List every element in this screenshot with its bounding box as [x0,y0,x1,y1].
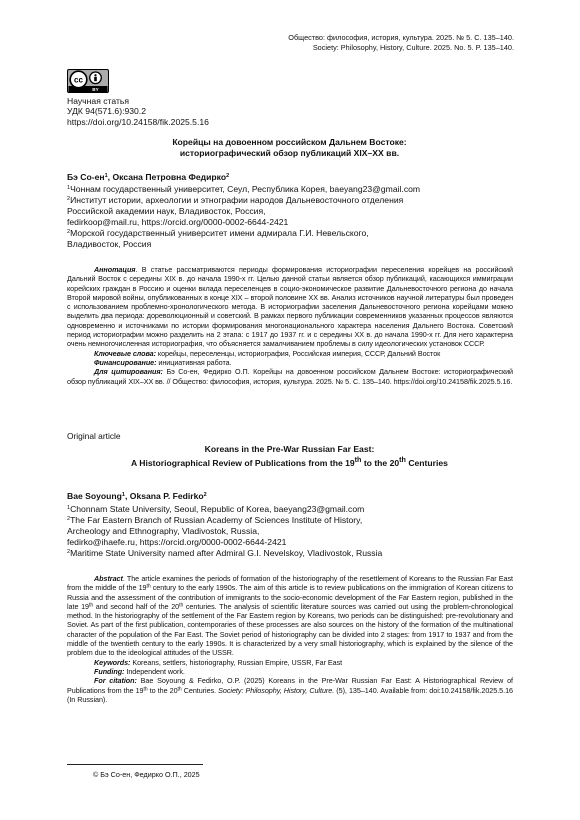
affiliation-line [67,239,517,250]
en-funding-text: Independent work. [124,666,185,676]
affiliation-text: Chonnam State University, Seoul, Republic of Korea, baeyang23@gmail.com [70,504,365,514]
affiliation-line [67,217,517,228]
en-keywords [67,658,513,667]
en-citation-c: Centuries. [181,685,219,695]
ru-citation-text: Бэ Со-ен, Федирко О.П. Корейцы на довоенном российском Дальнем Востоке: историографический обзор публикаций XIX–XX вв. // Общество: философия, история, культура. 2025. № 5. С. 135–140. https://doi.org/10.24158/fik.2025.5.16. [67,367,514,386]
article-type-ru: Научная статья [67,96,130,106]
en-keywords-label: Keywords: [94,657,131,667]
en-citation-b: to the 20 [147,685,178,695]
copyright-footnote: © Бэ Со-ен, Федирко О.П., 2025 [93,770,200,779]
ru-keywords [67,349,513,358]
en-affiliations [67,504,517,559]
en-citation-label: For citation: [94,676,137,686]
abstract-th-sup: th [146,583,151,590]
affiliation-line [67,526,517,537]
ru-citation [67,367,513,386]
cite-th-sup-2: th [177,686,182,693]
author-name: Бэ Со-ен [67,172,105,182]
affiliation-line [67,228,517,239]
en-keywords-text: Koreans, settlers, historiography, Russian Empire, USSR, Far East [130,657,343,667]
en-abstract-d: centuries. The analysis of scientific literature sources was carried out using the problem-chronological method. In the historiography of the settlement of the Far Eastern region by Koreans, two periods can be distinguished: pre-revolutionary and Soviet. As part of the first publication, contemporaries of these processes are also sources on the history of the formation of the multinational character of the population of the Far East. The Soviet period of historiography can be divided into 2 stages: from 1917 to 1937 and from the middle of the twentieth century to the early 1990s. It is characterized by a very small historiography, which is explained by the silence of the problem due to the ideological attitudes of the USSR. [67,601,513,658]
author-index: 1 [104,173,108,179]
en-abstract-b: century to the early 1990s. The aim of this article is to review publications on the immigration of Korean citizens to Russia and the assessment of the contribution of immigrants to the socio-economic development of the Far Eastern region, published in the late 19 [67,583,513,611]
author-index: 2 [226,173,230,179]
affiliation-index: 2 [67,195,71,202]
ru-author-separator: , [107,172,113,182]
ru-funding [67,358,513,367]
en-abstract-label: Abstract [94,574,123,583]
abstract-th-sup-3: th [179,602,184,609]
author-name: Bae Soyoung [67,491,122,501]
affiliation-line [67,537,517,548]
affiliation-index: 1 [67,185,71,191]
en-title-line2-a: A Historiographical Review of Publications from the 19 [131,457,355,468]
en-author-separator: , [124,491,130,501]
ru-authors [67,172,229,183]
by-text: BY [92,87,99,93]
author-name: Оксана Петровна Федирко [112,172,227,182]
affiliation-line [67,195,517,206]
en-author-2 [130,491,207,501]
footnote-divider [67,764,203,765]
title-th-sup: th [354,455,362,464]
en-title-line1: Koreans in the Pre-War Russian Far East: [204,444,375,454]
journal-header-en: Society: Philosophy, History, Culture. 2025. No. 5. P. 135–140. [312,43,514,52]
ru-author-1 [67,172,108,182]
ru-abstract-label: Аннотация [94,265,136,274]
ru-keywords-text: корейцы, переселенцы, историография, Российская империя, СССР, Дальний Восток [155,348,441,358]
en-abstract-block [67,574,513,704]
author-index: 1 [121,492,125,498]
affiliation-index: 2 [67,548,71,555]
en-title-line2-b: to the 20 [361,457,400,468]
ru-abstract-block [67,265,513,386]
affiliation-index: 2 [67,515,71,522]
en-funding [67,667,513,676]
affiliation-line [67,184,517,195]
affiliation-text: Archeology and Ethnography, Vladivostok, Russia, [67,525,260,536]
en-abstract-c: and second half of the 20 [93,601,180,611]
affiliation-line [67,548,517,559]
affiliation-index: 2 [67,228,71,235]
ru-funding-text: инициативная работа. [156,357,232,367]
ru-affiliations [67,184,517,249]
en-author-1 [67,491,125,501]
ru-title-line1: Корейцы на довоенном российском Дальнем Востоке: [172,137,407,147]
cite-th-sup: th [143,686,148,693]
affiliation-text: Чоннам государственный университет, Сеул, Республика Корея, baeyang23@gmail.com [70,184,421,194]
affiliation-text: Maritime State University named after Admiral G.I. Nevelskoy, Vladivostok, Russia [70,547,383,558]
en-abstract-a: . The article examines the periods of formation of the historiography of the resettlement of Koreans to the Russian Far East from the middle of the 19 [67,574,513,593]
en-title-line2-c: Centuries [405,457,448,468]
cc-by-icon[interactable] [67,69,109,93]
cc-text: cc [74,75,83,85]
ru-title [66,137,513,158]
ru-title-line2: историографический обзор публикаций XIX–XX вв. [179,147,400,158]
ru-abstract [67,265,513,349]
citation-journal: Society: Philosophy, History, Culture. [218,685,335,695]
doi-link[interactable]: https://doi.org/10.24158/fik.2025.5.16 [67,116,209,127]
article-type-en: Original article [67,431,121,441]
en-citation-a: Bae Soyoung & Fedirko, O.P. (2025) Koreans in the Pre-War Russian Far East: A Historiographical Review of Publications from the 19 [67,676,513,695]
ru-citation-label: Для цитирования: [94,367,163,377]
author-name: Oksana P. Fedirko [129,491,204,501]
en-funding-label: Funding: [94,666,125,676]
en-citation [67,676,513,704]
ru-author-2 [112,172,229,182]
en-title [66,444,513,468]
affiliation-text: fedirkoop@mail.ru, https://orcid.org/0000-0002-6644-2421 [67,216,289,227]
ru-abstract-text: . В статье рассматриваются периоды формирования историографии переселения корейцев на российский Дальний Восток с середины XIX в. до начала 1990-х гг. Целью данной статьи является обзор публикаций, касающихся иммиграции корейских граждан в Россию и оценки вклада переселенцев в социо-экономическое развитие Дальневосточного региона до начала Второй мировой войны, опубликованных в конце XIX – второй половине XX вв. Анализ источников научной литературы был проведен с использованием проблемно-хронологического метода. В историографии заселения Дальневосточного региона корейцами можно выделить два периода: дореволюционный и советский. В рамках первого публикации современников указанных процессов являются одновременно и источниками по истории формирования многонационального характера населения Дальнего Востока. Советский период историографии можно разделить на 2 этапа: с 1917 до 1937 гг. и с середины XX в. до начала 1990-х гг. Для него характерна очень немногочисленная историография, что объясняется замалчиванием проблемы в силу идеологических установок СССР. [67,265,513,349]
affiliation-line [67,515,517,526]
en-authors [67,491,207,502]
author-index: 2 [203,492,207,498]
affiliation-text: Институт истории, археологии и этнографии народов Дальневосточного отделения [70,194,404,205]
en-abstract [67,574,513,658]
journal-header-ru: Общество: философия, история, культура. 2025. № 5. С. 135–140. [288,33,514,42]
journal-header [288,33,514,53]
affiliation-text: Морской государственный университет имени адмирала Г.И. Невельского, [70,227,369,238]
affiliation-line [67,206,517,217]
ru-keywords-label: Ключевые слова: [94,348,156,358]
abstract-th-sup-2: th [89,602,94,609]
en-title-line2 [66,455,513,468]
affiliation-text: Российской академии наук, Владивосток, Россия, [67,205,266,216]
article-meta [67,96,209,127]
affiliation-index: 1 [67,505,71,511]
affiliation-text: Владивосток, Россия [67,238,152,249]
udk-code: УДК 94(571.6):930.2 [67,106,146,117]
affiliation-text: fedirko@ihaefe.ru, https://orcid.org/0000-0002-6644-2421 [67,536,287,547]
affiliation-line [67,504,517,515]
title-th-sup-2: th [399,455,406,464]
ru-funding-label: Финансирование: [94,357,157,367]
affiliation-text: The Far Eastern Branch of Russian Academy of Sciences Institute of History, [70,514,363,525]
en-citation-d: (5), 135–140. Available from: doi:10.24158/fik.2025.5.16 (In Russian). [67,685,513,704]
